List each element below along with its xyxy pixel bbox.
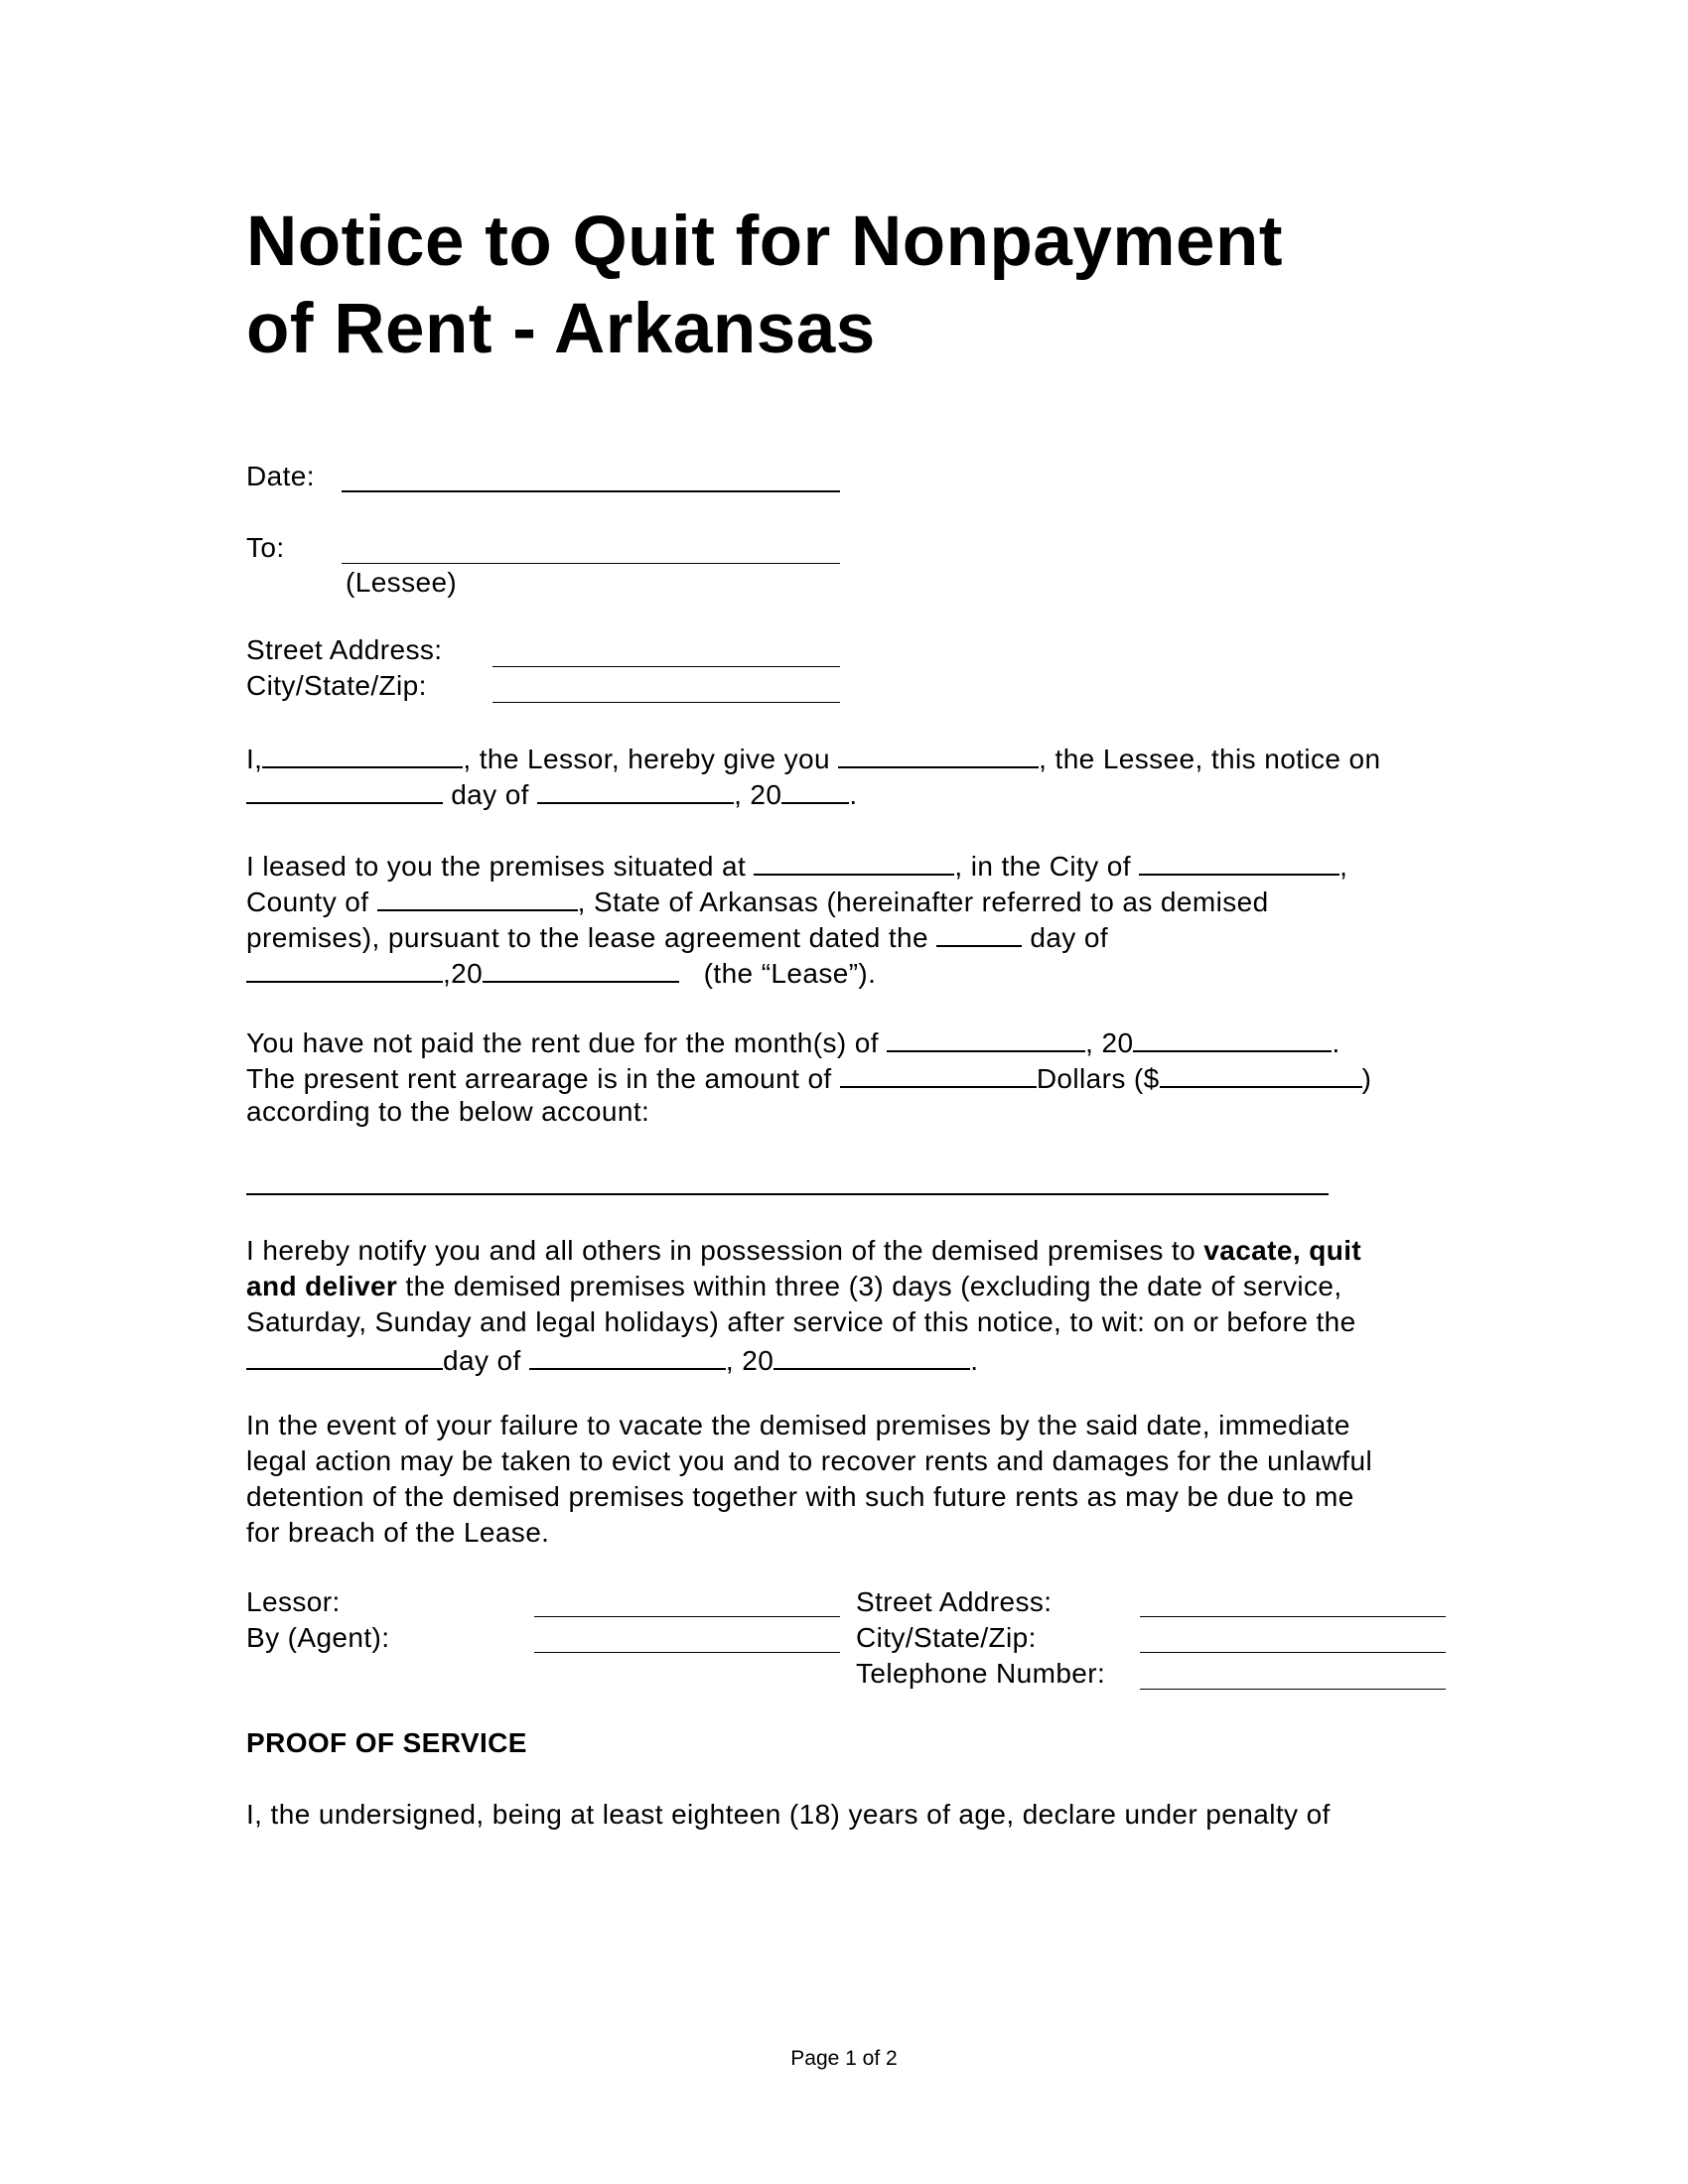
telephone-label: Telephone Number: (856, 1658, 1106, 1689)
city-state-zip-label: City/State/Zip: (246, 670, 427, 701)
p2-text-e: , State of Arkansas (hereinafter referred to as demised (577, 887, 1269, 917)
paragraph-4-line-3: Saturday, Sunday and legal holidays) after service of this notice, to wit: on or before the (246, 1306, 1356, 1337)
paragraph-2-line-3 (246, 921, 1108, 952)
p3-text-b: , 20 (1085, 1027, 1134, 1058)
paragraph-2-line-2 (246, 886, 1269, 916)
p2-text-a: I leased to you the premises situated at (246, 851, 747, 882)
paragraph-5-line-3: detention of the demised premises together with such future rents as may be due to me (246, 1481, 1354, 1512)
p4-text-d: day of (443, 1345, 521, 1376)
p1-text-c: , the Lessee, this notice on (1039, 744, 1381, 774)
p4-text-b: the demised premises within three (3) days (excluding the date of service, (405, 1271, 1342, 1301)
paragraph-4-line-4 (246, 1344, 978, 1375)
arrearage-amount-blank[interactable] (1160, 1062, 1362, 1088)
agent-signature-field[interactable] (534, 1652, 840, 1653)
account-details-field[interactable] (246, 1193, 1329, 1195)
p2-text-c: , (1339, 851, 1348, 882)
p4-text-e: , 20 (725, 1345, 774, 1376)
paragraph-5-line-1: In the event of your failure to vacate the demised premises by the said date, immediate (246, 1410, 1350, 1440)
p2-text-d: County of (246, 887, 369, 917)
notice-day-blank[interactable] (246, 778, 443, 804)
lease-year-blank[interactable] (483, 957, 679, 983)
date-label: Date: (246, 461, 315, 491)
paragraph-5-line-2: legal action may be taken to evict you and to recover rents and damages for the unlawful (246, 1445, 1373, 1476)
lessor-street-address-label: Street Address: (856, 1586, 1053, 1617)
telephone-field[interactable] (1140, 1689, 1446, 1690)
p3-text-f: ) (1361, 1063, 1372, 1094)
notice-year-blank[interactable] (781, 778, 849, 804)
lessee-name-field[interactable] (342, 563, 840, 564)
paragraph-5-line-4: for breach of the Lease. (246, 1517, 550, 1548)
county-blank[interactable] (377, 886, 578, 911)
p2-text-f: premises), pursuant to the lease agreement dated the (246, 922, 928, 953)
p4-text-f: . (970, 1345, 979, 1376)
proof-of-service-text: I, the undersigned, being at least eighteen (18) years of age, declare under penalty of (246, 1799, 1331, 1830)
p1-text-a: I, (246, 744, 263, 774)
p1-text-b: , the Lessor, hereby give you (463, 744, 830, 774)
p1-text-d: day of (451, 779, 529, 810)
lessor-street-address-field[interactable] (1140, 1616, 1446, 1617)
street-address-field[interactable] (492, 666, 840, 667)
vacate-month-blank[interactable] (529, 1344, 726, 1370)
lessor-name-blank[interactable] (262, 743, 463, 768)
lessor-label: Lessor: (246, 1586, 341, 1617)
document-title-line-2: of Rent - Arkansas (246, 290, 876, 368)
p4-bold-vacate-quit: vacate, quit (1203, 1235, 1362, 1266)
unpaid-month-blank[interactable] (887, 1026, 1085, 1052)
to-label: To: (246, 532, 285, 563)
paragraph-4-line-2 (246, 1273, 1342, 1300)
unpaid-year-blank[interactable] (1133, 1026, 1332, 1052)
p1-text-e: , 20 (734, 779, 782, 810)
p3-text-e: Dollars ($ (1036, 1063, 1160, 1094)
premises-address-blank[interactable] (754, 850, 954, 876)
notice-month-blank[interactable] (537, 778, 734, 804)
city-blank[interactable] (1139, 850, 1339, 876)
paragraph-3-line-2 (246, 1062, 1371, 1093)
vacate-day-blank[interactable] (246, 1344, 443, 1370)
city-state-zip-field[interactable] (492, 702, 840, 703)
street-address-label: Street Address: (246, 634, 443, 665)
agent-label: By (Agent): (246, 1622, 390, 1653)
lessor-city-state-zip-field[interactable] (1140, 1652, 1446, 1653)
p3-text-a: You have not paid the rent due for the month(s) of (246, 1027, 879, 1058)
lessor-signature-field[interactable] (534, 1616, 840, 1617)
p2-text-i: (the “Lease”). (703, 958, 877, 989)
p1-text-f: . (849, 779, 858, 810)
p2-text-b: , in the City of (954, 851, 1131, 882)
vacate-year-blank[interactable] (774, 1344, 970, 1370)
paragraph-3-line-1 (246, 1026, 1340, 1057)
lessor-city-state-zip-label: City/State/Zip: (856, 1622, 1037, 1653)
document-title-line-1: Notice to Quit for Nonpayment (246, 203, 1283, 281)
proof-of-service-heading: PROOF OF SERVICE (246, 1727, 527, 1758)
lease-month-blank[interactable] (246, 957, 443, 983)
p4-text-a: I hereby notify you and all others in possession of the demised premises to (246, 1235, 1196, 1266)
paragraph-2-line-4 (246, 957, 876, 988)
lessee-caption: (Lessee) (346, 567, 458, 598)
p3-text-d: The present rent arrearage is in the amount of (246, 1063, 832, 1094)
paragraph-3-line-3: according to the below account: (246, 1096, 650, 1127)
lessee-name-blank[interactable] (838, 743, 1039, 768)
p3-text-c: . (1332, 1027, 1340, 1058)
arrearage-words-blank[interactable] (840, 1062, 1037, 1088)
p2-text-g: day of (1030, 922, 1109, 953)
paragraph-4-line-1 (246, 1237, 1361, 1265)
paragraph-1-line-2 (246, 778, 858, 809)
page-number: Page 1 of 2 (790, 2047, 898, 2070)
p2-text-h: ,20 (443, 958, 484, 989)
lease-day-blank[interactable] (936, 921, 1022, 947)
paragraph-1-line-1 (246, 743, 1380, 773)
date-field[interactable] (342, 490, 840, 492)
p4-bold-and-deliver: and deliver (246, 1271, 398, 1301)
paragraph-2-line-1 (246, 850, 1347, 881)
